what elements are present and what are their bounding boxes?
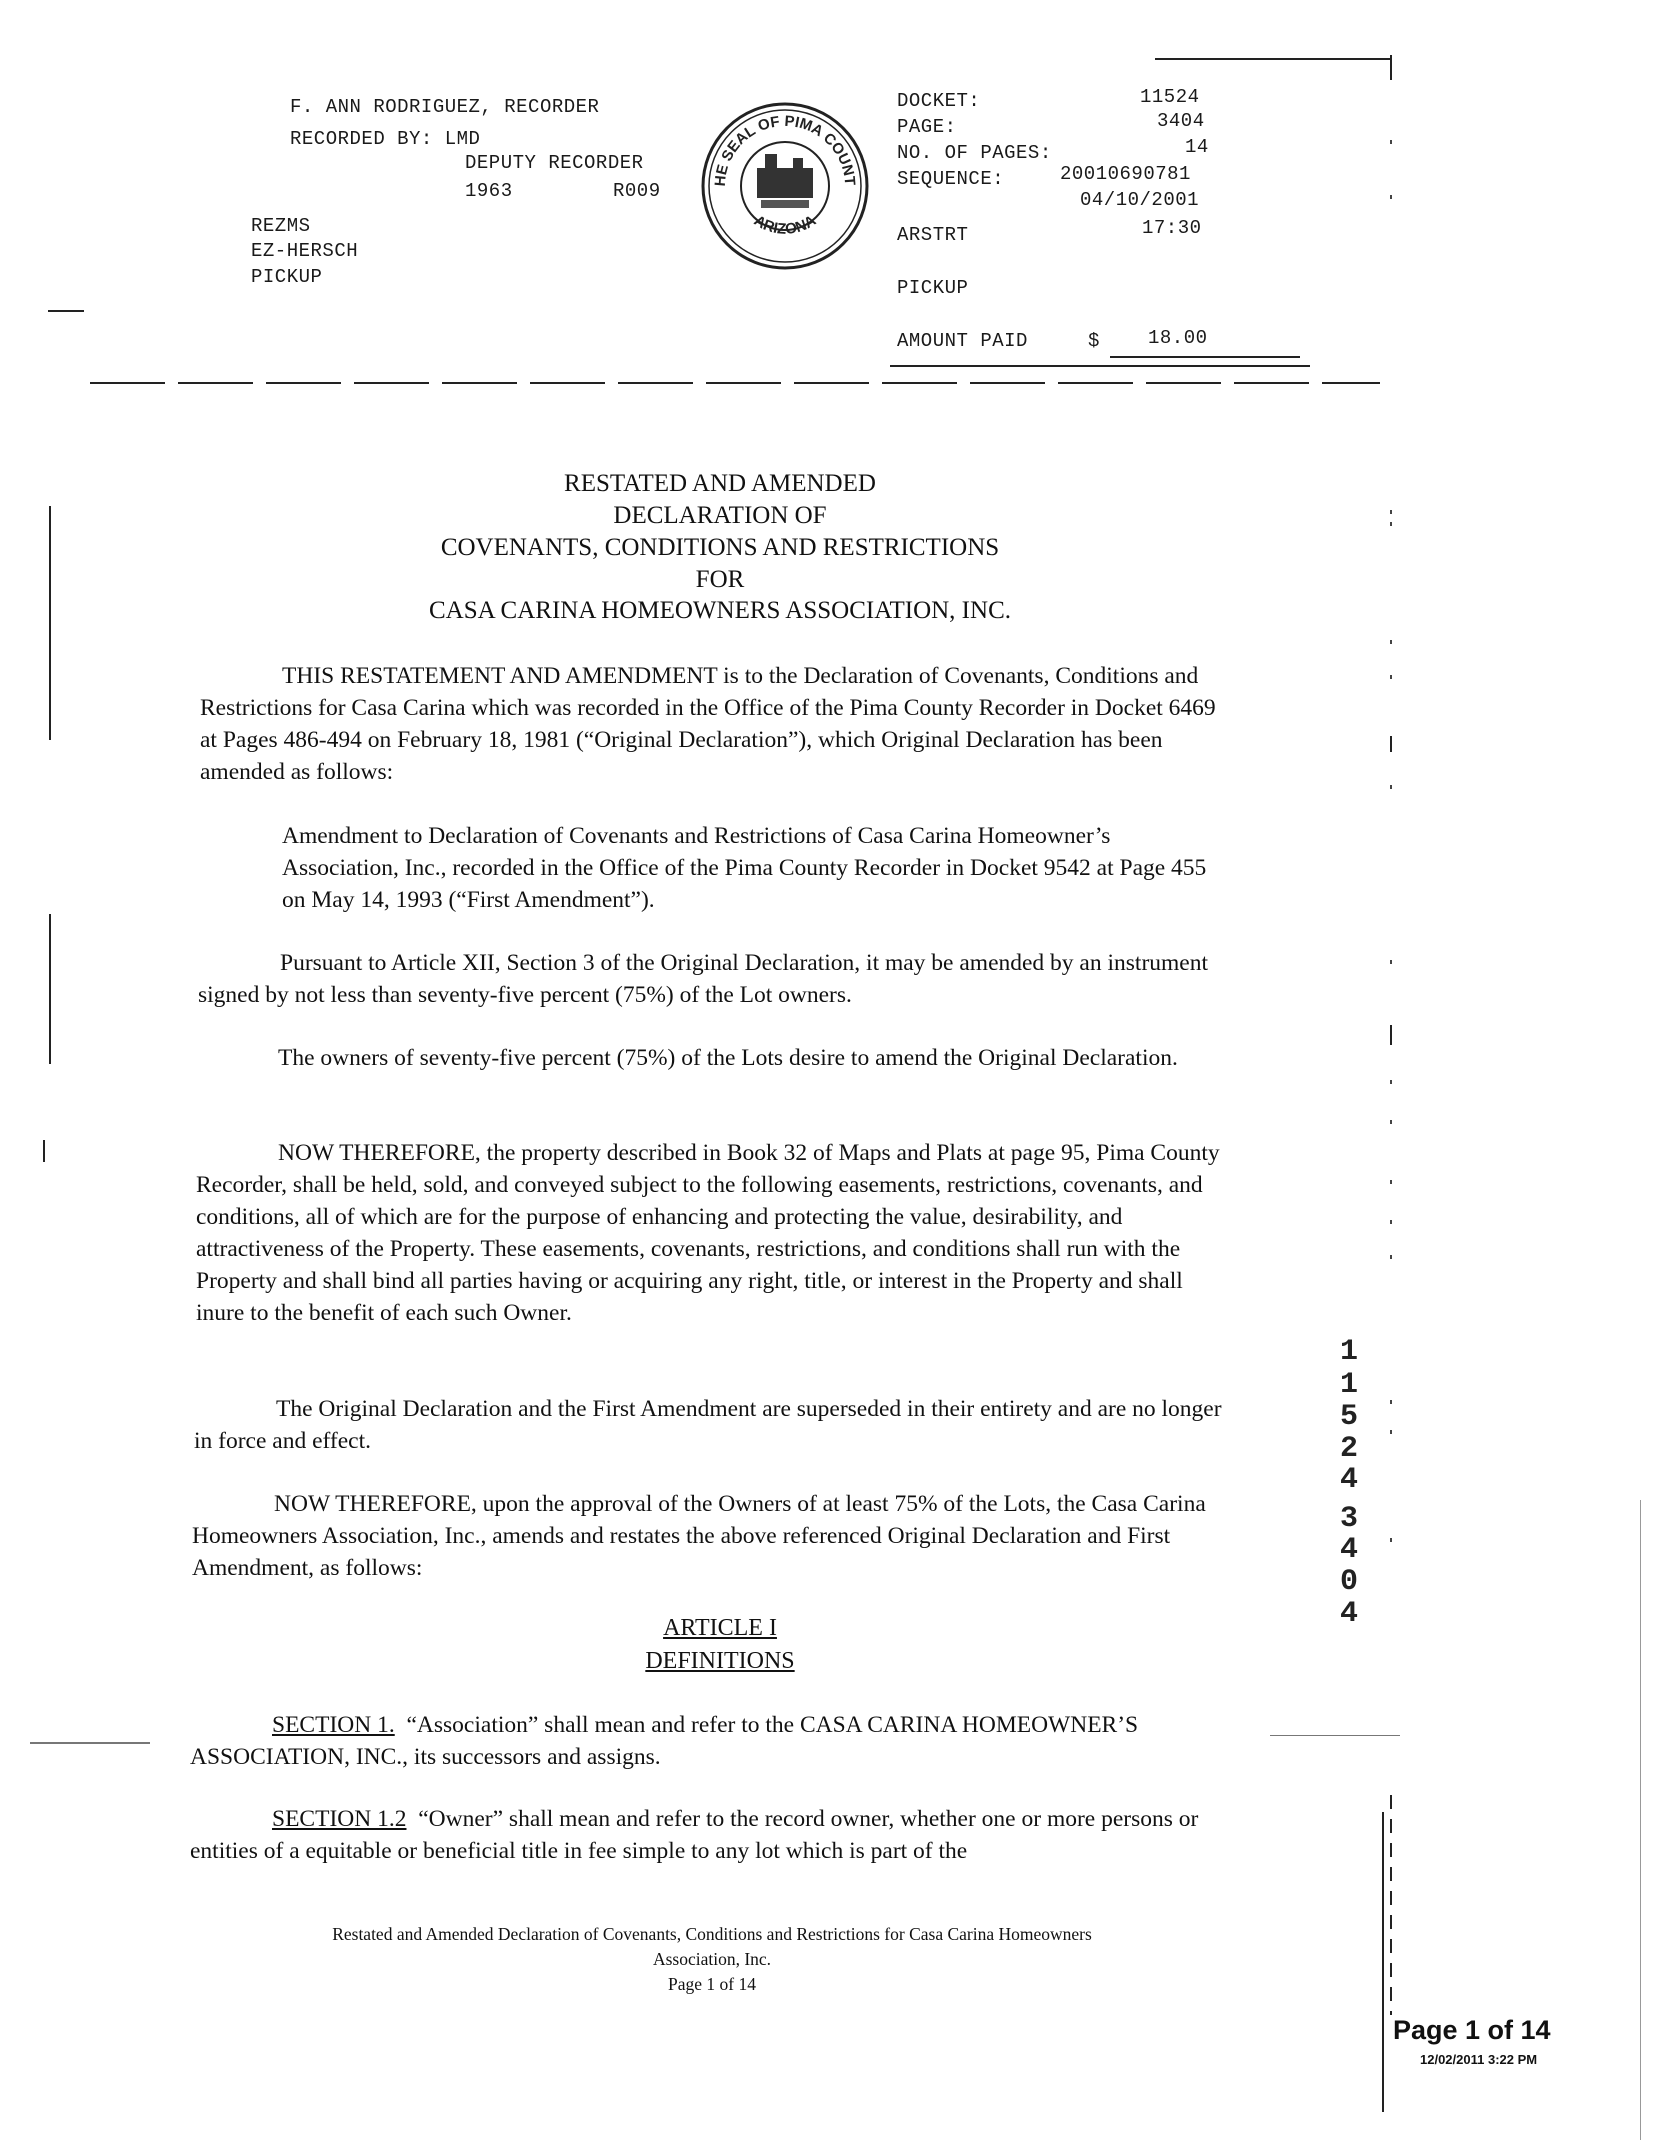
- paragraph-pursuant: [198, 947, 1228, 1011]
- page-label: PAGE:: [897, 116, 957, 138]
- record-time: 17:30: [1142, 217, 1202, 239]
- section-1-text: “Association” shall mean and refer to the CASA CARINA HOMEOWNER’S ASSOCIATION, INC., its successors and assigns.: [190, 1712, 1139, 1770]
- edge-mark: [1390, 675, 1392, 679]
- stamp-digit: 1: [1340, 1335, 1359, 1369]
- stamp-digit: 5: [1340, 1400, 1359, 1434]
- left-margin-mark: [48, 310, 84, 312]
- title-line-3: COVENANTS, CONDITIONS AND RESTRICTIONS: [440, 534, 1000, 561]
- edge-mark: [1390, 1220, 1392, 1224]
- edge-mark: [1390, 140, 1392, 144]
- footer-line-2: Association, Inc.: [652, 1949, 772, 1969]
- paragraph-approval: [192, 1488, 1222, 1584]
- recorder-pickup: PICKUP: [251, 266, 323, 288]
- amount-underline: [1110, 356, 1300, 358]
- recorder-code-right: R009: [613, 180, 661, 202]
- page-badge-timestamp: 12/02/2011 3:22 PM: [1420, 2052, 1538, 2067]
- edge-mark: [1390, 1538, 1392, 1542]
- stamp-digit: 2: [1340, 1432, 1359, 1466]
- edge-mark: [1390, 522, 1392, 526]
- header-dashed-rule: [90, 382, 1380, 384]
- section-1: [190, 1709, 1230, 1773]
- svg-text:ARIZONA: [751, 212, 819, 238]
- seal-top-text: HE SEAL OF PIMA COUNT: [711, 112, 859, 187]
- title-line-5: CASA CARINA HOMEOWNERS ASSOCIATION, INC.: [428, 597, 1011, 624]
- section-1-label: SECTION 1.: [272, 1712, 395, 1738]
- paragraph-first-amendment: [282, 820, 1222, 916]
- recorder-rezms: REZMS: [251, 215, 311, 237]
- stamp-digit: 3: [1340, 1502, 1359, 1536]
- header-rule-top: [1155, 58, 1390, 60]
- stamp-digit: 4: [1340, 1463, 1359, 1497]
- seal-bottom-text: ARIZONA: [750, 212, 820, 239]
- paragraph-superseded: [194, 1393, 1224, 1457]
- recorder-code-left: 1963: [465, 180, 513, 202]
- title-line-1: RESTATED AND AMENDED: [564, 470, 876, 497]
- edge-mark: [1390, 1180, 1392, 1184]
- docket-pickup: PICKUP: [897, 277, 969, 299]
- header-corner-tick: [1390, 55, 1392, 80]
- paragraph-first-amendment-text: Amendment to Declaration of Covenants and Restrictions of Casa Carina Homeowner’s Association, Inc., recorded in the Office of the Pima County Recorder in Docket 9542 at Page 455 on May 14, 1993 (“First Amendment”).: [282, 823, 1207, 913]
- pages-label: NO. OF PAGES:: [897, 142, 1052, 164]
- scan-artifact-right: [1270, 1735, 1400, 1736]
- paragraph-restatement-text: THIS RESTATEMENT AND AMENDMENT is to the Declaration of Covenants, Conditions and Restrictions for Casa Carina which was recorded in the Office of the Pima County Recorder in Docket 6469 at Pages 486-494 on February 18, 1981 (“Original Declaration”), which Original Declaration has been amended as follows:: [200, 663, 1216, 785]
- county-seal: [695, 96, 875, 276]
- edge-mark: [1390, 960, 1392, 964]
- docket-value: 11524: [1140, 86, 1200, 108]
- sequence-label: SEQUENCE:: [897, 168, 1005, 190]
- recorder-ez-hersch: EZ-HERSCH: [251, 240, 359, 262]
- deputy-recorder: DEPUTY RECORDER: [465, 152, 644, 174]
- paragraph-owners-text: The owners of seventy-five percent (75%) of the Lots desire to amend the Original Declaration.: [278, 1045, 1178, 1071]
- recorder-name: F. ANN RODRIGUEZ, RECORDER: [290, 96, 600, 118]
- paragraph-approval-text: NOW THEREFORE, upon the approval of the Owners of at least 75% of the Lots, the Casa Carina Homeowners Association, Inc., amends and restates the above referenced Original Declaration and First Amendment, as follows:: [192, 1491, 1206, 1581]
- margin-bar-3: [43, 1140, 45, 1162]
- paragraph-pursuant-text: Pursuant to Article XII, Section 3 of the Original Declaration, it may be amended by an instrument signed by not less than seventy-five percent (75%) of the Lot owners.: [198, 950, 1209, 1008]
- stamp-digit: 0: [1340, 1565, 1359, 1599]
- stamp-digit: 4: [1340, 1533, 1359, 1567]
- paragraph-now-therefore: [196, 1137, 1232, 1329]
- page-badge-label: Page 1 of 14: [1393, 2015, 1551, 2045]
- edge-mark: [1390, 510, 1392, 514]
- page-value: 3404: [1157, 110, 1205, 132]
- paragraph-owners: [196, 1042, 1226, 1074]
- sequence-value: 20010690781: [1060, 163, 1191, 185]
- edge-mark: [1390, 1430, 1392, 1434]
- amount-currency: $: [1088, 330, 1100, 352]
- section-1-2: [190, 1803, 1230, 1867]
- paragraph-superseded-text: The Original Declaration and the First Amendment are superseded in their entirety and are no longer in force and effect.: [194, 1396, 1222, 1454]
- docket-label: DOCKET:: [897, 90, 981, 112]
- pages-value: 14: [1185, 136, 1209, 158]
- edge-mark: [1390, 640, 1392, 644]
- edge-mark: [1390, 1400, 1392, 1404]
- section-1-2-label: SECTION 1.2: [272, 1806, 407, 1832]
- edge-mark: [1390, 1080, 1392, 1084]
- arstrt-label: ARSTRT: [897, 224, 969, 246]
- edge-dashed-line: [1390, 1795, 1392, 2015]
- article-heading: ARTICLE I: [663, 1615, 777, 1641]
- edge-mark: [1390, 736, 1392, 752]
- paragraph-now-therefore-text: NOW THEREFORE, the property described in Book 32 of Maps and Plats at page 95, Pima County Recorder, shall be held, sold, and conveyed subject to the following easements, restrictions, covenants, and conditions, all of which are for the purpose of enhancing and protecting the value, desirability, and attractiveness of the Property. These easements, covenants, restrictions, and conditions shall run with the Property and shall bind all parties having or acquiring any right, title, or interest in the Property and shall inure to the benefit of each such Owner.: [196, 1140, 1220, 1326]
- edge-mark: [1390, 785, 1392, 789]
- stamp-digit: 4: [1340, 1597, 1359, 1631]
- recorded-by: RECORDED BY: LMD: [290, 128, 481, 150]
- edge-mark: [1390, 195, 1392, 199]
- stamp-digit: 1: [1340, 1368, 1359, 1402]
- section-1-2-text: “Owner” shall mean and refer to the record owner, whether one or more persons or entities of a equitable or beneficial title in fee simple to any lot which is part of the: [190, 1806, 1199, 1864]
- footer-line-3: Page 1 of 14: [668, 1974, 756, 1994]
- right-edge-rule: [1640, 1500, 1641, 2140]
- header-rule-mid: [890, 365, 1310, 367]
- edge-mark: [1390, 1120, 1392, 1124]
- title-line-4: FOR: [695, 566, 745, 593]
- record-date: 04/10/2001: [1080, 189, 1200, 211]
- page-badge-rule: [1382, 1812, 1384, 2112]
- amount-label: AMOUNT PAID: [897, 330, 1028, 352]
- edge-mark: [1390, 1255, 1392, 1259]
- amount-value: 18.00: [1148, 327, 1208, 349]
- title-line-2: DECLARATION OF: [613, 502, 827, 529]
- footer-line-1: Restated and Amended Declaration of Covenants, Conditions and Restrictions for Casa Carina Homeowners: [332, 1924, 1092, 1944]
- article-subheading: DEFINITIONS: [645, 1648, 795, 1674]
- scan-artifact-left: [30, 1742, 150, 1744]
- edge-mark: [1390, 1025, 1392, 1045]
- margin-bar-2: [49, 914, 51, 1064]
- paragraph-restatement: [200, 660, 1230, 788]
